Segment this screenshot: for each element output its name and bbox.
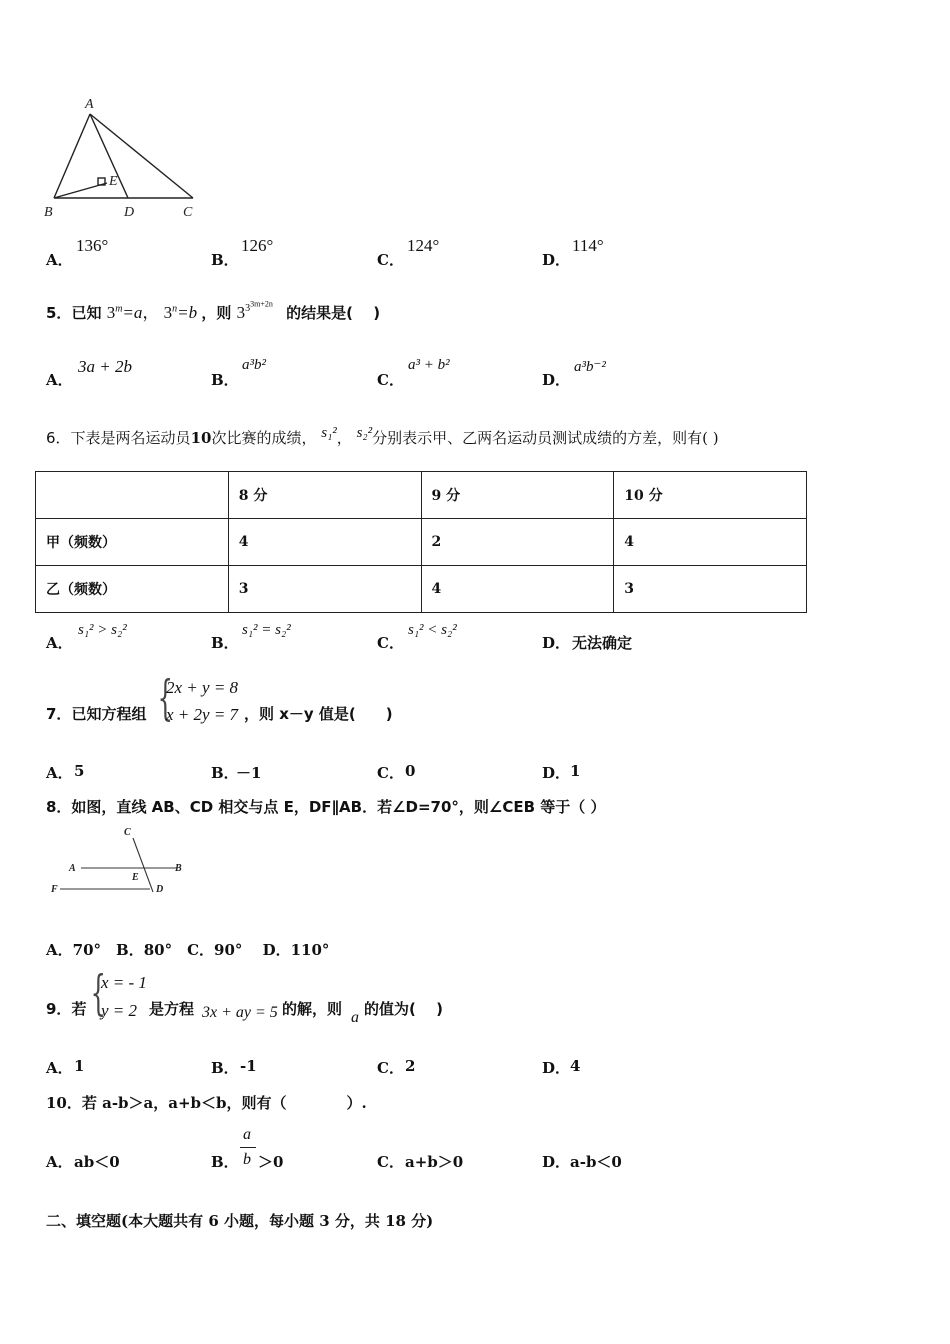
table-cell: 9 分 [421,472,614,519]
left-brace-icon: { [90,965,106,1021]
q9-option-c-value: 2 [405,1057,416,1075]
table-cell: 4 [228,519,421,566]
q10-fraction-denominator: b [243,1151,251,1168]
fraction-bar [240,1147,256,1148]
q5-number: 5． [46,304,72,322]
q10-option-d-letter: D． [542,1153,571,1171]
q5-option-b-value: a³b² [242,357,266,373]
q7-option-a-value: 5 [74,762,85,780]
q6-s2: s₂² [356,425,373,441]
q6-option-d-letter: D． [542,634,571,652]
q9-equation-1: x = - 1 [101,973,147,992]
left-brace-icon: { [157,670,173,726]
table-cell: 4 [421,566,614,613]
q7-option-b-letter: B． [211,764,239,782]
q4-option-b-value: 126° [241,236,274,255]
q5-option-c-letter: C． [377,371,404,389]
q6-option-b-value: s₁² = s₂² [242,622,291,638]
table-cell: 2 [421,519,614,566]
q5-cond1-exp: m [115,303,123,315]
q5-expr-base: 3 [236,303,246,322]
q6-option-c-letter: C． [377,634,404,652]
q10-option-b-value: ＞0 [258,1153,284,1171]
q7-number: 7． [46,705,72,723]
q10-option-a-letter: A． [46,1153,73,1171]
section-2-title: 二、填空题(本大题共有 6 小题，每小题 3 分，共 18 分) [46,1212,434,1230]
q6-s1: s₁² [321,425,337,441]
q6-sep: ， [336,429,352,447]
q10-option-c-value: a+b＞0 [405,1153,464,1171]
label-a: A [85,97,94,112]
q6-option-b-letter: B． [211,634,239,652]
intersecting-lines-figure [45,824,195,914]
q5-prefix: 已知 [71,304,102,322]
q7-equation-2: x + 2y = 7 [166,705,239,724]
table-cell: 8 分 [228,472,421,519]
q7-equation-1: 2x + y = 8 [166,678,239,697]
q9-number: 9． [46,1000,72,1018]
q9-equation-2: y = 2 [101,1001,138,1020]
q4-option-a-letter: A． [46,251,73,269]
q5-cond2-rhs: =b [177,303,198,322]
q8-options: A．70° B．80° C．90° D．110° [46,941,330,959]
table-header-row [36,472,807,519]
q6-text-b: 10 [190,429,212,447]
label-c: C [183,205,193,220]
q9-prefix [46,998,86,1019]
q10-stem: 10．若 a-b＞a，a+b＜b，则有（ ）. [46,1094,367,1112]
q5-option-b-letter: B． [211,371,239,389]
q10-option-c-letter: C． [377,1153,404,1171]
label-a: A [69,863,76,874]
label-b: B [44,205,53,220]
q5-expr-exp2: 3m+2n [250,300,273,310]
table-cell: 甲（频数） [36,519,229,566]
q5-cond2-exp: n [172,303,178,315]
q6-option-c-value: s₁² < s₂² [408,622,457,638]
q5-option-d-value: a³b⁻² [574,359,606,375]
q9-option-a-letter: A． [46,1059,73,1077]
q5-option-a-value: 3a + 2b [78,357,132,376]
q6-option-a-letter: A． [46,634,73,652]
table-cell: 3 [228,566,421,613]
q5-option-a-letter: A． [46,371,73,389]
q7-suffix: ，则 x－y 值是( ) [244,705,393,723]
q7-option-c-letter: C． [377,764,404,782]
q9-variable: a [351,1009,359,1026]
q6-stem [46,427,719,448]
label-e: E [109,174,118,189]
q9-mid2: 的解，则 [282,1000,343,1018]
label-e: E [132,872,139,883]
q5-cond1-rhs: =a [122,303,143,322]
q10-option-a-value: ab＜0 [74,1153,120,1171]
q10-option-b-letter: B． [211,1153,239,1171]
q9-option-d-value: 4 [570,1057,581,1075]
q5-stem [46,298,380,323]
q9-mid: 是方程 [149,1000,195,1018]
q9-equation: 3x + ay = 5 [202,1004,278,1021]
q5-option-c-value: a³ + b² [408,357,450,373]
q6-text-c: 次比赛的成绩， [211,429,317,447]
table-cell: 4 [614,519,807,566]
q5-cond1-base: 3 [106,303,116,322]
label-d: D [156,884,164,895]
q7-prefix-line [46,703,146,724]
q5-cond2-base: 3 [163,303,173,322]
q4-option-b-letter: B． [211,251,239,269]
q4-option-c-letter: C． [377,251,404,269]
q7-option-c-value: 0 [405,762,416,780]
table-row [36,566,807,613]
table-row [36,519,807,566]
q4-option-d-value: 114° [572,236,604,255]
triangle-figure [40,92,210,222]
q10-option-d-value: a-b＜0 [570,1153,622,1171]
label-f: F [51,884,58,895]
q7-option-b-value: －1 [236,764,262,782]
table-cell: 3 [614,566,807,613]
q9-option-d-letter: D． [542,1059,571,1077]
q9-option-b-letter: B． [211,1059,239,1077]
label-c: C [124,827,131,838]
q10-fraction-numerator: a [243,1126,251,1143]
q7-option-d-letter: D． [542,764,571,782]
table-cell: 乙（频数） [36,566,229,613]
score-table [35,471,807,613]
label-d: D [124,205,135,220]
table-cell: 10 分 [614,472,807,519]
table-cell [36,472,229,519]
q7-option-d-value: 1 [570,762,581,780]
q7-option-a-letter: A． [46,764,73,782]
q6-text-a: 下表是两名运动员 [70,429,191,447]
q8-stem: 8．如图，直线 AB、CD 相交与点 E，DF∥AB．若∠D=70°，则∠CEB 等于（ ） [46,798,606,816]
q9-option-b-value: -1 [240,1057,257,1075]
q9-option-c-letter: C． [377,1059,404,1077]
q5-option-d-letter: D． [542,371,571,389]
q6-text-d: 分别表示甲、乙两名运动员测试成绩的方差，则有( ) [372,429,719,447]
q5-mid: ，则 [201,304,232,322]
q9-prefix-text: 若 [71,1000,87,1018]
q4-option-c-value: 124° [407,236,440,255]
q5-suffix: 的结果是( ) [286,304,381,322]
q6-option-d-value: 无法确定 [572,634,633,652]
q9-suffix: 的值为( ) [364,1000,443,1018]
q4-option-a-value: 136° [76,236,109,255]
q5-expr-exp1: 3 [245,303,251,315]
q4-option-d-letter: D． [542,251,571,269]
q6-option-a-value: s₁² > s₂² [78,622,127,638]
q6-number: 6． [46,429,71,447]
q7-prefix: 已知方程组 [71,705,147,723]
q9-option-a-value: 1 [74,1057,85,1075]
q5-comma: ， [142,303,160,322]
label-b: B [175,863,182,874]
